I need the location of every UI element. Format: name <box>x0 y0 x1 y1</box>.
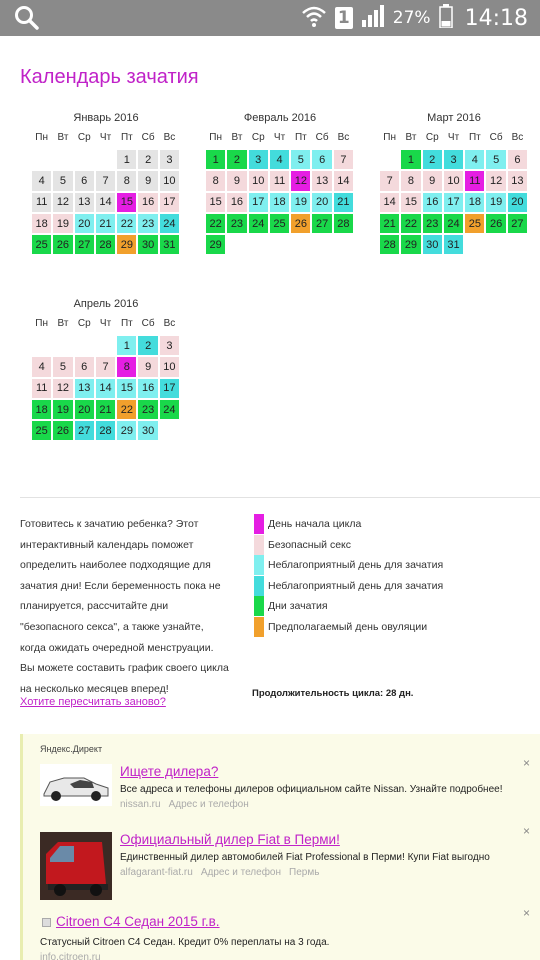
ad-text: Все адреса и телефоны дилеров официальном сайте Nissan. Узнайте подробнее! <box>120 784 503 795</box>
close-icon[interactable]: × <box>522 756 530 770</box>
day-cell[interactable]: 18 <box>32 400 51 419</box>
ad-meta-city[interactable]: Пермь <box>289 867 320 878</box>
weekday-label: Чт <box>273 132 286 143</box>
recalculate-link[interactable]: Хотите пересчитать заново? <box>20 696 166 708</box>
day-cell[interactable]: 3 <box>249 150 268 169</box>
day-cell[interactable]: 28 <box>334 214 353 233</box>
day-cell[interactable]: 17 <box>249 193 268 212</box>
month-calendar <box>31 296 181 441</box>
day-cell[interactable]: 2 <box>423 150 442 169</box>
legend-item <box>254 576 443 597</box>
day-cell[interactable]: 1 <box>401 150 420 169</box>
day-cell[interactable]: 1 <box>117 336 136 355</box>
day-cell[interactable]: 12 <box>486 171 505 190</box>
weekday-label: Ср <box>77 132 91 143</box>
day-cell[interactable]: 8 <box>117 357 136 376</box>
day-cell[interactable]: 10 <box>160 357 179 376</box>
day-cell[interactable]: 12 <box>53 379 72 398</box>
empty-cell <box>95 149 116 170</box>
day-cell[interactable]: 15 <box>206 193 225 212</box>
day-cell[interactable]: 21 <box>96 400 115 419</box>
ad-body <box>120 764 530 810</box>
legend-label: Предполагаемый день овуляции <box>268 620 428 633</box>
day-cell[interactable]: 24 <box>249 214 268 233</box>
day-cell[interactable]: 28 <box>96 421 115 440</box>
legend-item <box>254 617 443 638</box>
day-cell[interactable]: 5 <box>53 357 72 376</box>
legend-swatch <box>254 617 264 637</box>
day-cell[interactable]: 29 <box>117 421 136 440</box>
day-cell[interactable]: 10 <box>444 171 463 190</box>
ad-meta-link[interactable]: Адрес и телефон <box>168 799 249 810</box>
day-cell[interactable]: 2 <box>227 150 246 169</box>
day-cell[interactable]: 15 <box>117 193 136 212</box>
day-cell[interactable]: 5 <box>291 150 310 169</box>
day-cell[interactable]: 22 <box>401 214 420 233</box>
day-cell[interactable]: 10 <box>160 171 179 190</box>
day-cell[interactable]: 27 <box>312 214 331 233</box>
day-cell[interactable]: 25 <box>32 421 51 440</box>
day-cell[interactable]: 2 <box>138 336 157 355</box>
day-cell[interactable]: 25 <box>32 235 51 254</box>
day-cell[interactable]: 25 <box>465 214 484 233</box>
search-icon[interactable] <box>14 5 40 36</box>
day-cell[interactable]: 28 <box>96 235 115 254</box>
day-cell[interactable]: 19 <box>291 193 310 212</box>
empty-cell <box>95 335 116 356</box>
legend-item <box>254 535 443 556</box>
legend-swatch <box>254 576 264 596</box>
day-cell[interactable]: 14 <box>380 193 399 212</box>
day-cell[interactable]: 12 <box>53 193 72 212</box>
signal-icon <box>361 5 385 31</box>
intro-text: Готовитесь к зачатию ребенка? Этот интерактивный календарь поможет определить наиболее подходящие для зачатия дни! Если беременность пока не планируется, рассчитайте дни "безопасного секса", а также узнайте, когда ожидать очередной менструации. Вы можете составить график своего цикла на несколько месяцев вперед! <box>20 518 229 695</box>
weekday-label: Сб <box>489 132 503 143</box>
weekday-label: Пт <box>120 132 133 143</box>
day-cell[interactable]: 3 <box>444 150 463 169</box>
day-cell[interactable]: 12 <box>291 171 310 190</box>
day-cell[interactable]: 22 <box>117 400 136 419</box>
day-cell[interactable]: 29 <box>117 235 136 254</box>
day-cell[interactable]: 20 <box>508 193 527 212</box>
battery-percent: 27% <box>392 8 431 28</box>
day-cell[interactable]: 26 <box>53 235 72 254</box>
month-calendar <box>31 110 181 255</box>
ad-meta <box>120 799 530 810</box>
ad-title[interactable]: Ищете дилера? <box>120 764 219 779</box>
weekday-label: Вт <box>405 132 417 143</box>
day-cell[interactable]: 2 <box>138 150 157 169</box>
day-cell[interactable]: 24 <box>160 214 179 233</box>
day-cell[interactable]: 29 <box>206 235 225 254</box>
day-grid <box>31 335 181 441</box>
weekday-header <box>31 130 181 146</box>
day-cell[interactable]: 26 <box>53 421 72 440</box>
day-cell[interactable]: 18 <box>270 193 289 212</box>
ad-body <box>120 832 530 878</box>
day-cell[interactable]: 30 <box>138 421 157 440</box>
day-cell[interactable]: 13 <box>75 193 94 212</box>
legend-label: Дни зачатия <box>268 600 328 613</box>
day-cell[interactable]: 7 <box>96 357 115 376</box>
month-calendar <box>205 110 355 255</box>
ad-body <box>56 914 516 929</box>
day-grid <box>205 149 355 255</box>
weekday-label: Пн <box>209 132 222 143</box>
legend-label: День начала цикла <box>268 518 362 531</box>
day-cell[interactable]: 13 <box>75 379 94 398</box>
weekday-label: Вт <box>231 132 243 143</box>
divider <box>20 497 540 498</box>
day-cell[interactable]: 18 <box>32 214 51 233</box>
day-cell[interactable]: 1 <box>117 150 136 169</box>
day-cell[interactable]: 10 <box>249 171 268 190</box>
day-cell[interactable]: 23 <box>423 214 442 233</box>
month-calendar <box>379 110 529 255</box>
weekday-label: Чт <box>99 318 112 329</box>
clock: 14:18 <box>464 5 528 31</box>
close-icon[interactable]: × <box>522 824 530 838</box>
ad-item[interactable] <box>40 824 530 904</box>
day-cell[interactable]: 7 <box>334 150 353 169</box>
weekday-label: Вс <box>511 132 524 143</box>
weekday-label: Ср <box>425 132 439 143</box>
day-cell[interactable]: 4 <box>32 171 51 190</box>
sim-icon: 1 <box>335 7 353 29</box>
empty-cell <box>31 335 52 356</box>
day-cell[interactable]: 4 <box>465 150 484 169</box>
day-cell[interactable]: 11 <box>32 193 51 212</box>
weekday-label: Вс <box>163 318 176 329</box>
empty-cell <box>52 149 73 170</box>
day-cell[interactable]: 28 <box>380 235 399 254</box>
day-cell[interactable]: 6 <box>75 357 94 376</box>
day-cell[interactable]: 27 <box>508 214 527 233</box>
day-cell[interactable]: 19 <box>486 193 505 212</box>
day-cell[interactable]: 23 <box>138 400 157 419</box>
legend-label: Неблагоприятный день для зачатия <box>268 559 444 572</box>
day-cell[interactable]: 29 <box>401 235 420 254</box>
empty-cell <box>31 149 52 170</box>
day-cell[interactable]: 23 <box>227 214 246 233</box>
day-cell[interactable]: 19 <box>53 214 72 233</box>
empty-cell <box>52 335 73 356</box>
day-cell[interactable]: 4 <box>270 150 289 169</box>
day-cell[interactable]: 17 <box>160 193 179 212</box>
weekday-label: Вт <box>57 318 69 329</box>
month-title: Март 2016 <box>427 112 481 124</box>
day-cell[interactable]: 7 <box>380 171 399 190</box>
day-cell[interactable]: 11 <box>270 171 289 190</box>
legend-swatch <box>254 535 264 555</box>
weekday-label: Сб <box>141 132 155 143</box>
ad-meta <box>40 952 520 960</box>
day-cell[interactable]: 3 <box>160 150 179 169</box>
day-cell[interactable]: 20 <box>75 214 94 233</box>
ad-block <box>20 734 540 960</box>
day-cell[interactable]: 30 <box>138 235 157 254</box>
day-cell[interactable]: 24 <box>160 400 179 419</box>
day-cell[interactable]: 26 <box>486 214 505 233</box>
ad-title[interactable]: Официальный дилер Fiat в Перми! <box>120 832 340 847</box>
day-cell[interactable]: 20 <box>312 193 331 212</box>
legend-swatch <box>254 514 264 534</box>
day-cell[interactable]: 5 <box>486 150 505 169</box>
day-cell[interactable]: 8 <box>401 171 420 190</box>
weekday-label: Вс <box>163 132 176 143</box>
day-cell[interactable]: 7 <box>96 171 115 190</box>
day-cell[interactable]: 9 <box>227 171 246 190</box>
legend-item <box>254 596 443 617</box>
day-cell[interactable]: 14 <box>334 171 353 190</box>
ad-domain[interactable]: info.citroen.ru <box>40 952 101 960</box>
ad-car-image[interactable] <box>40 764 112 806</box>
day-cell[interactable]: 6 <box>508 150 527 169</box>
weekday-label: Пт <box>294 132 307 143</box>
day-grid <box>379 149 529 255</box>
weekday-label: Пт <box>468 132 481 143</box>
legend-swatch <box>254 555 264 575</box>
day-cell[interactable]: 21 <box>334 193 353 212</box>
legend-swatch <box>254 596 264 616</box>
day-cell[interactable]: 1 <box>206 150 225 169</box>
day-cell[interactable]: 16 <box>423 193 442 212</box>
ads-label: Яндекс.Директ <box>40 744 103 754</box>
day-cell[interactable]: 6 <box>75 171 94 190</box>
ad-text: Статусный Citroen C4 Седан. Кредит 0% переплаты на 3 года. <box>40 937 330 948</box>
day-cell[interactable]: 18 <box>465 193 484 212</box>
legend <box>254 514 443 637</box>
day-cell[interactable]: 15 <box>401 193 420 212</box>
day-cell[interactable]: 11 <box>32 379 51 398</box>
ad-favicon-icon <box>42 918 51 927</box>
weekday-label: Пн <box>35 132 48 143</box>
ad-item[interactable] <box>40 906 530 960</box>
weekday-label: Вт <box>57 132 69 143</box>
day-cell[interactable]: 27 <box>75 421 94 440</box>
weekday-label: Ср <box>251 132 265 143</box>
ad-body-lower <box>40 932 520 960</box>
day-cell[interactable]: 16 <box>227 193 246 212</box>
day-cell[interactable]: 30 <box>423 235 442 254</box>
day-cell[interactable]: 6 <box>312 150 331 169</box>
day-cell[interactable]: 21 <box>380 214 399 233</box>
weekday-label: Вс <box>337 132 350 143</box>
legend-item <box>254 514 443 535</box>
day-cell[interactable]: 22 <box>117 214 136 233</box>
empty-cell <box>379 149 400 170</box>
day-cell[interactable]: 20 <box>75 400 94 419</box>
day-cell[interactable]: 27 <box>75 235 94 254</box>
ad-meta-link[interactable]: Адрес и телефон <box>200 867 282 878</box>
day-cell[interactable]: 16 <box>138 379 157 398</box>
legend-item <box>254 555 443 576</box>
day-cell[interactable]: 9 <box>138 171 157 190</box>
cycle-length: Продолжительность цикла: 28 дн. <box>252 688 414 699</box>
day-grid <box>31 149 181 255</box>
empty-cell <box>74 149 95 170</box>
day-cell[interactable]: 31 <box>160 235 179 254</box>
status-bar <box>0 0 540 36</box>
weekday-label: Ср <box>77 318 91 329</box>
ad-domain[interactable]: nissan.ru <box>120 799 161 810</box>
weekday-header <box>31 316 181 332</box>
weekday-label: Пт <box>120 318 133 329</box>
day-cell[interactable]: 17 <box>160 379 179 398</box>
weekday-label: Сб <box>315 132 329 143</box>
weekday-header <box>379 130 529 146</box>
day-cell[interactable]: 26 <box>291 214 310 233</box>
day-cell[interactable]: 4 <box>32 357 51 376</box>
day-cell[interactable]: 19 <box>53 400 72 419</box>
day-cell[interactable]: 16 <box>138 193 157 212</box>
day-cell[interactable]: 3 <box>160 336 179 355</box>
day-cell[interactable]: 24 <box>444 214 463 233</box>
day-cell[interactable]: 23 <box>138 214 157 233</box>
day-cell[interactable]: 9 <box>423 171 442 190</box>
day-cell[interactable]: 5 <box>53 171 72 190</box>
ad-text: Единственный дилер автомобилей Fiat Professional в Перми! Купи Fiat выгодно <box>120 852 490 863</box>
day-cell[interactable]: 13 <box>508 171 527 190</box>
weekday-label: Пн <box>383 132 396 143</box>
weekday-header <box>205 130 355 146</box>
month-title: Январь 2016 <box>73 112 139 124</box>
day-cell[interactable]: 15 <box>117 379 136 398</box>
day-cell[interactable]: 17 <box>444 193 463 212</box>
ad-item[interactable] <box>40 756 530 824</box>
ad-meta <box>120 867 530 878</box>
wifi-icon <box>301 4 327 32</box>
day-cell[interactable]: 9 <box>138 357 157 376</box>
ad-title[interactable]: Citroen C4 Седан 2015 г.в. <box>56 914 220 929</box>
ad-van-image[interactable] <box>40 832 112 900</box>
weekday-label: Пн <box>35 318 48 329</box>
legend-label: Неблагоприятный день для зачатия <box>268 579 444 592</box>
day-cell[interactable]: 21 <box>96 214 115 233</box>
day-cell[interactable]: 14 <box>96 193 115 212</box>
day-cell[interactable]: 8 <box>117 171 136 190</box>
day-cell[interactable]: 11 <box>465 171 484 190</box>
day-cell[interactable]: 22 <box>206 214 225 233</box>
day-cell[interactable]: 25 <box>270 214 289 233</box>
empty-cell <box>74 335 95 356</box>
battery-icon <box>439 4 453 32</box>
day-cell[interactable]: 8 <box>206 171 225 190</box>
weekday-label: Чт <box>99 132 112 143</box>
month-title: Апрель 2016 <box>73 298 139 310</box>
day-cell[interactable]: 14 <box>96 379 115 398</box>
weekday-label: Сб <box>141 318 155 329</box>
weekday-label: Чт <box>447 132 460 143</box>
day-cell[interactable]: 31 <box>444 235 463 254</box>
ad-domain[interactable]: alfagarant-fiat.ru <box>120 867 193 878</box>
close-icon[interactable]: × <box>522 906 530 920</box>
legend-label: Безопасный секс <box>268 538 351 551</box>
page-title: Календарь зачатия <box>20 66 199 88</box>
day-cell[interactable]: 13 <box>312 171 331 190</box>
month-title: Февраль 2016 <box>243 112 317 124</box>
